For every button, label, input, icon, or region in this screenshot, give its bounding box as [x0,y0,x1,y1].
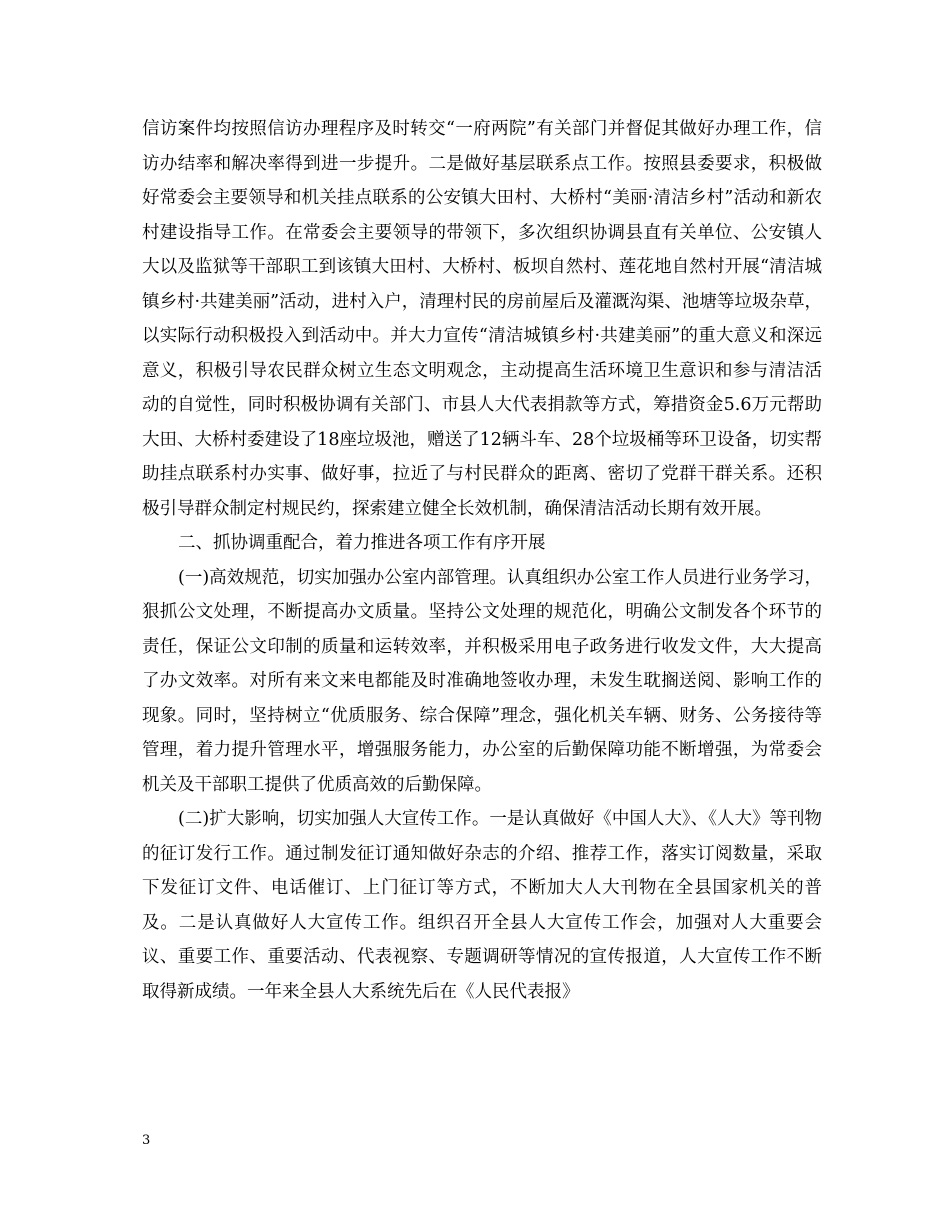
paragraph-office-management: (一)高效规范，切实加强办公室内部管理。认真组织办公室工作人员进行业务学习，狠抓公文处理，不断提高办文质量。坚持公文处理的规范化，明确公文制发各个环节的责任，保证公文印制的质量和运转效率，并积极采用电子政务进行收发文件，大大提高了办文效率。对所有来文来电都能及时准确地签收办理，未发生耽搁送阅、影响工作的现象。同时，坚持树立“优质服务、综合保障”理念，强化机关车辆、财务、公务接待等管理，着力提升管理水平，增强服务能力，办公室的后勤保障功能不断增强，为常委会机关及干部职工提供了优质高效的后勤保障。 [142,567,822,795]
paragraph-publicity-work: (二)扩大影响，切实加强人大宣传工作。一是认真做好《中国人大》、《人大》等刊物的征订发行工作。通过制发征订通知做好杂志的介绍、推荐工作，落实订阅数量，采取下发征订文件、电话催订、上门征订等方式，不断加大人大刊物在全县国家机关的普及。二是认真做好人大宣传工作。组织召开全县人大宣传工作会，加强对人大重要会议、重要工作、重要活动、代表视察、专题调研等情况的宣传报道，人大宣传工作不断取得新成绩。一年来全县人大系统先后在《人民代表报》 [142,809,822,1002]
page-number: 3 [142,1133,151,1148]
paragraph-continued-text: 信访案件均按照信访办理程序及时转交“一府两院”有关部门并督促其做好办理工作，信访办结率和解决率得到进一步提升。二是做好基层联系点工作。按照县委要求，积极做好常委会主要领导和机关挂点联系的公安镇大田村、大桥村“美丽·清洁乡村”活动和新农村建设指导工作。在常委会主要领导的带领下，多次组织协调县直有关单位、公安镇人大以及监狱等干部职工到该镇大田村、大桥村、板坝自然村、莲花地自然村开展“清洁城镇乡村·共建美丽”活动，进村入户，清理村民的房前屋后及灌溉沟渠、池塘等垃圾杂草，以实际行动积极投入到活动中。并大力宣传“清洁城镇乡村·共建美丽”的重大意义和深远意义，积极引导农民群众树立生态文明观念，主动提高生活环境卫生意识和参与清洁活动的自觉性，同时积极协调有关部门、市县人大代表捐款等方式，筹措资金5.6万元帮助大田、大桥村委建设了18座垃圾池，赠送了12辆斗车、28个垃圾桶等环卫设备，切实帮助挂点联系村办实事、做好事，拉近了与村民群众的距离、密切了党群干群关系。还积极引导群众制定村规民约，探索建立健全长效机制，确保清洁活动长期有效开展。 [142,119,822,519]
document-body [142,112,822,1009]
section-heading: 二、抓协调重配合，着力推进各项工作有序开展 [178,533,546,553]
